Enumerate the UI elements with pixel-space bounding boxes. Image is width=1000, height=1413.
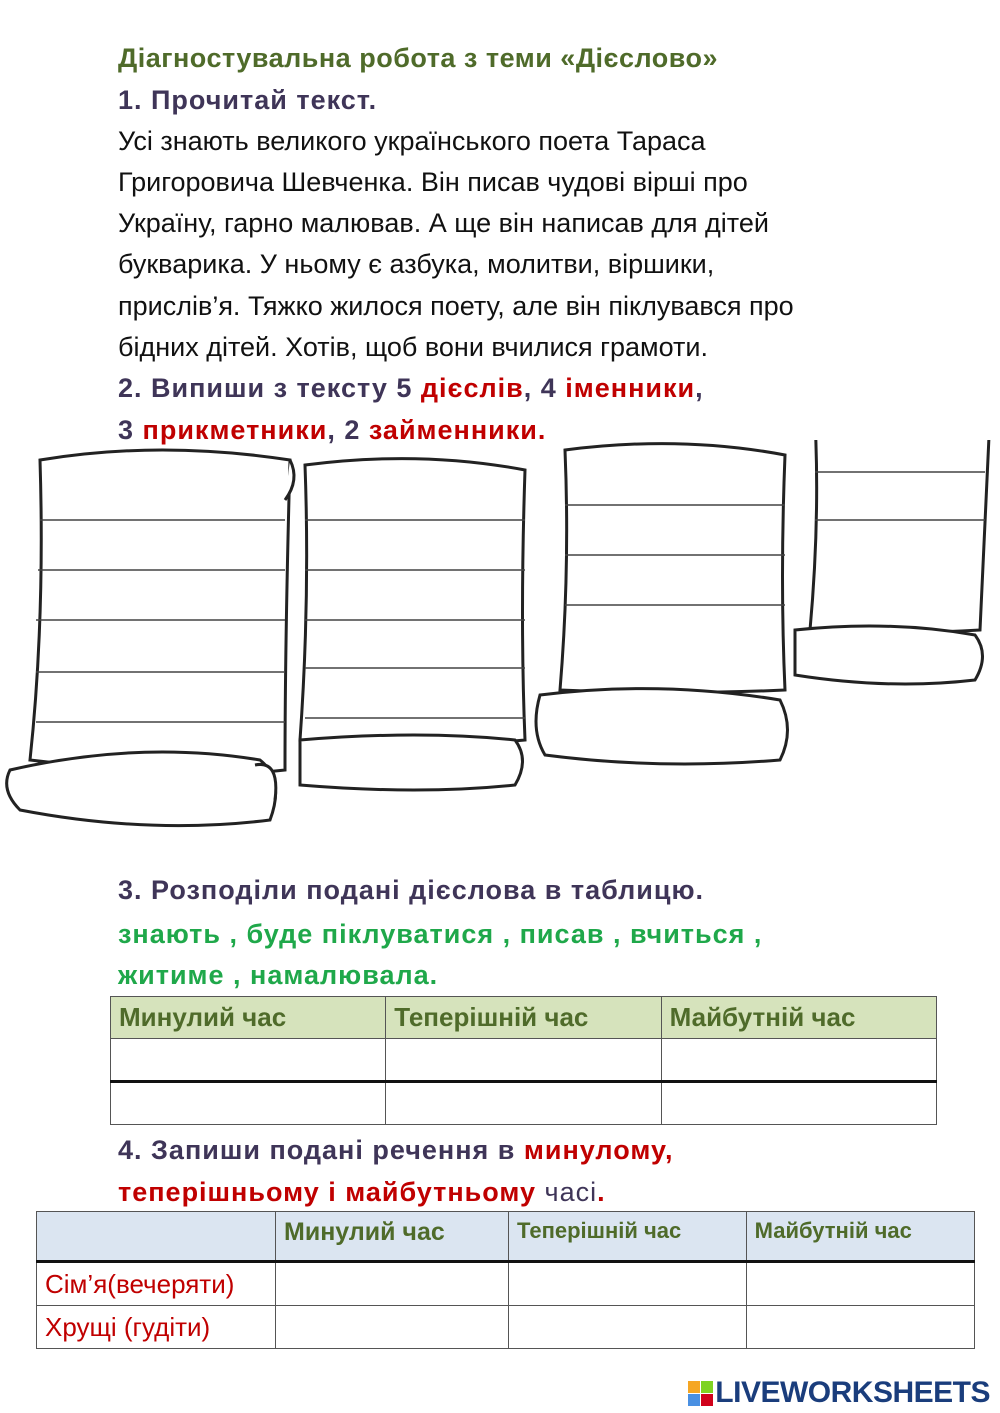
logo-mark-icon	[688, 1381, 713, 1406]
past-cell[interactable]	[276, 1306, 509, 1349]
text-line: бідних дітей. Хотів, щоб вони вчилися грамоти.	[118, 332, 708, 362]
highlight-nouns: іменники	[565, 373, 696, 403]
task3-words-line1: знають , буде піклуватися , писав , вчиться ,	[118, 919, 763, 949]
column-header-future: Майбутній час	[661, 997, 936, 1039]
column-header-past: Минулий час	[111, 997, 386, 1039]
text: ,	[695, 373, 704, 403]
verb-answer-input[interactable]	[40, 524, 285, 570]
noun-answer-input[interactable]	[305, 622, 525, 668]
future-cell[interactable]	[746, 1262, 974, 1306]
worksheet-title: Діагностувальна робота з теми «Дієслово»	[118, 43, 719, 73]
future-cell[interactable]	[661, 1039, 936, 1082]
task4-heading-line1	[118, 1133, 673, 1167]
future-cell[interactable]	[746, 1306, 974, 1349]
adjective-answer-input[interactable]	[565, 509, 785, 555]
text: 3	[118, 415, 143, 445]
text: .	[537, 415, 547, 445]
liveworksheets-logo	[688, 1376, 990, 1410]
highlight-present-future: теперішньому і майбутньому	[118, 1177, 537, 1207]
task1-heading: 1. Прочитай текст.	[118, 85, 378, 115]
present-cell[interactable]	[386, 1039, 661, 1082]
logo-text: LIVEWORKSHEETS	[715, 1376, 990, 1409]
text-line: Україну, гарно малював. А ще він написав для дітей	[118, 208, 769, 238]
noun-answer-input[interactable]	[305, 574, 525, 620]
text-line: прислів’я. Тяжко жилося поету, але він піклувався про	[118, 291, 794, 321]
highlight-adjectives: прикметники	[142, 415, 328, 445]
present-cell[interactable]	[509, 1306, 747, 1349]
past-cell[interactable]	[111, 1039, 386, 1082]
row-label: Сім’я(вечеряти)	[37, 1262, 276, 1306]
text: , 4	[523, 373, 566, 403]
column-header-present: Теперішній час	[386, 997, 661, 1039]
task2-heading-line1	[118, 371, 704, 405]
future-cell[interactable]	[661, 1082, 936, 1125]
present-cell[interactable]	[386, 1082, 661, 1125]
pronoun-answer-input[interactable]	[815, 426, 985, 472]
column-header-future: Майбутній час	[746, 1212, 974, 1262]
corner-header	[37, 1212, 276, 1262]
noun-answer-input[interactable]	[305, 474, 525, 520]
verb-answer-input[interactable]	[40, 474, 285, 520]
text: , 2	[327, 415, 369, 445]
tense-table	[110, 996, 937, 1125]
task3-heading: 3. Розподіли подані дієслова в таблицю.	[118, 875, 705, 905]
column-header-present: Теперішній час	[509, 1212, 747, 1262]
task3-words-line2: житиме , намалювала.	[118, 960, 439, 990]
verb-answer-input[interactable]	[40, 574, 285, 620]
adjective-answer-input[interactable]	[565, 559, 785, 605]
highlight-pronouns: займенники	[368, 415, 538, 445]
past-cell[interactable]	[111, 1082, 386, 1125]
task4-heading-line2	[118, 1175, 606, 1209]
highlight-verbs: дієслів	[420, 373, 524, 403]
present-cell[interactable]	[509, 1262, 747, 1306]
row-label: Хрущі (гудіти)	[37, 1306, 276, 1349]
text: 2. Випиши з тексту 5	[118, 373, 421, 403]
past-cell[interactable]	[276, 1262, 509, 1306]
highlight-past: минулому,	[523, 1135, 674, 1165]
text: 4. Запиши подані речення в	[118, 1135, 524, 1165]
text-line: букварика. У ньому є азбука, молитви, віршики,	[118, 249, 715, 279]
verb-answer-input[interactable]	[40, 676, 285, 722]
verb-answer-input[interactable]	[40, 626, 285, 672]
text-line: Григоровича Шевченка. Він писав чудові вірші про	[118, 167, 748, 197]
adjective-answer-input[interactable]	[565, 459, 785, 505]
noun-answer-input[interactable]	[305, 524, 525, 570]
column-header-past: Минулий час	[276, 1212, 509, 1262]
sentence-tense-table	[36, 1211, 975, 1349]
pronoun-answer-input[interactable]	[815, 474, 985, 520]
text: часі	[536, 1177, 598, 1207]
text-line: Усі знають великого українського поета Тараса	[118, 126, 706, 156]
text: .	[597, 1177, 606, 1207]
